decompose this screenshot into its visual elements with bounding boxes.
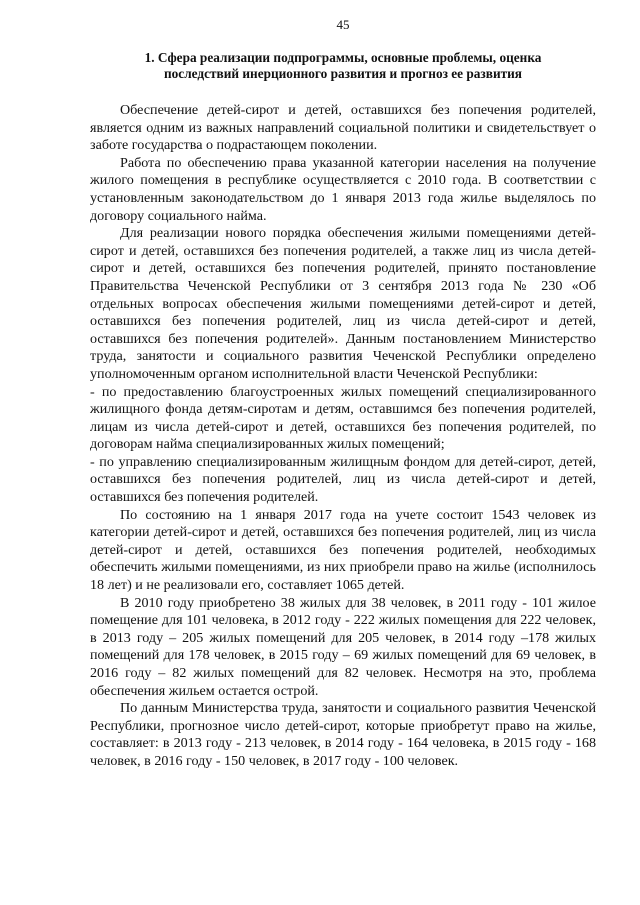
paragraph-registry-status: По состоянию на 1 января 2017 года на учете состоит 1543 человек из категории детей-сирот и детей, оставшихся без попечения родителей, лиц из числа детей-сирот и детей, оставшихся без попечения родителей, необходимых обеспечить жилыми помещениями, из них приобрели право на жилье (исполнилось 18 лет) и не реализовали его, составляет 1065 детей.: [90, 506, 596, 594]
list-item-management: - по управлению специализированным жилищным фондом для детей-сирот, детей, оставшихся без попечения родителей, лиц из числа детей-сирот и детей, оставшихся без попечения родителей.: [90, 453, 596, 506]
section-heading-line-2: последствий инерционного развития и прогноз ее развития: [163, 66, 523, 81]
paragraph-housing-rights: Работа по обеспечению права указанной категории населения на получение жилого помещения в республике осуществляется с 2010 года. В соответствии с установленным законодательством до 1 января 2013 года жилье выделялось по договору социального найма.: [90, 154, 596, 224]
paragraph-new-procedure: Для реализации нового порядка обеспечения жилыми помещениями детей-сирот и детей, оставшихся без попечения родителей, а также лиц из числа детей-сирот и детей, оставшихся без попечения родителей, принято постановление Правительства Чеченской Республики от 3 сентября 2013 года № 230 «Об отдельных вопросах обеспечения жилыми помещениями детей-сирот и детей, оставшихся без попечения родителей, лиц из числа детей-сирот и детей, оставшихся без попечения родителей». Данным постановлением Министерство труда, занятости и социального развития Чеченской Республики определено уполномоченным органом исполнительной власти Чеченской Республики:: [90, 225, 596, 382]
section-heading-line-1: 1. Сфера реализации подпрограммы, основные проблемы, оценка: [144, 50, 542, 65]
section-heading: [90, 50, 596, 82]
document-body: [90, 102, 596, 771]
paragraph-forecast: По данным Министерства труда, занятости и социального развития Чеченской Республики, прогнозное число детей-сирот, которые приобретут право на жилье, составляет: в 2013 году - 213 человек, в 2014 году - 164 человека, в 2015 году - 168 человек, в 2016 году - 150 человек, в 2017 году - 100 человек.: [90, 700, 596, 769]
paragraph-housing-acquired: В 2010 году приобретено 38 жилых для 38 человек, в 2011 году - 101 жилое помещение для 101 человека, в 2012 году - 222 жилых помещения для 222 человек, в 2013 году – 205 жилых помещений для 205 человек, в 2014 году –178 жилых помещений для 178 человек, в 2015 году – 69 жилых помещений для 69 человек, в 2016 году – 82 жилых помещений для 82 человек. Несмотря на это, проблема обеспечения жильем остается острой.: [90, 594, 596, 699]
list-item-provision: - по предоставлению благоустроенных жилых помещений специализированного жилищного фонда детям-сиротам и детям, оставшимся без попечения родителей, лицам из числа детей-сирот и детей, оставшихся без попечения родителей, по договорам найма специализированных жилых помещений;: [90, 383, 596, 453]
page-number: 45: [336, 17, 350, 32]
paragraph-orphan-support: Обеспечение детей-сирот и детей, оставшихся без попечения родителей, является одним из важных направлений социальной политики и свидетельствует о заботе государства о подрастающем поколении.: [90, 102, 596, 154]
